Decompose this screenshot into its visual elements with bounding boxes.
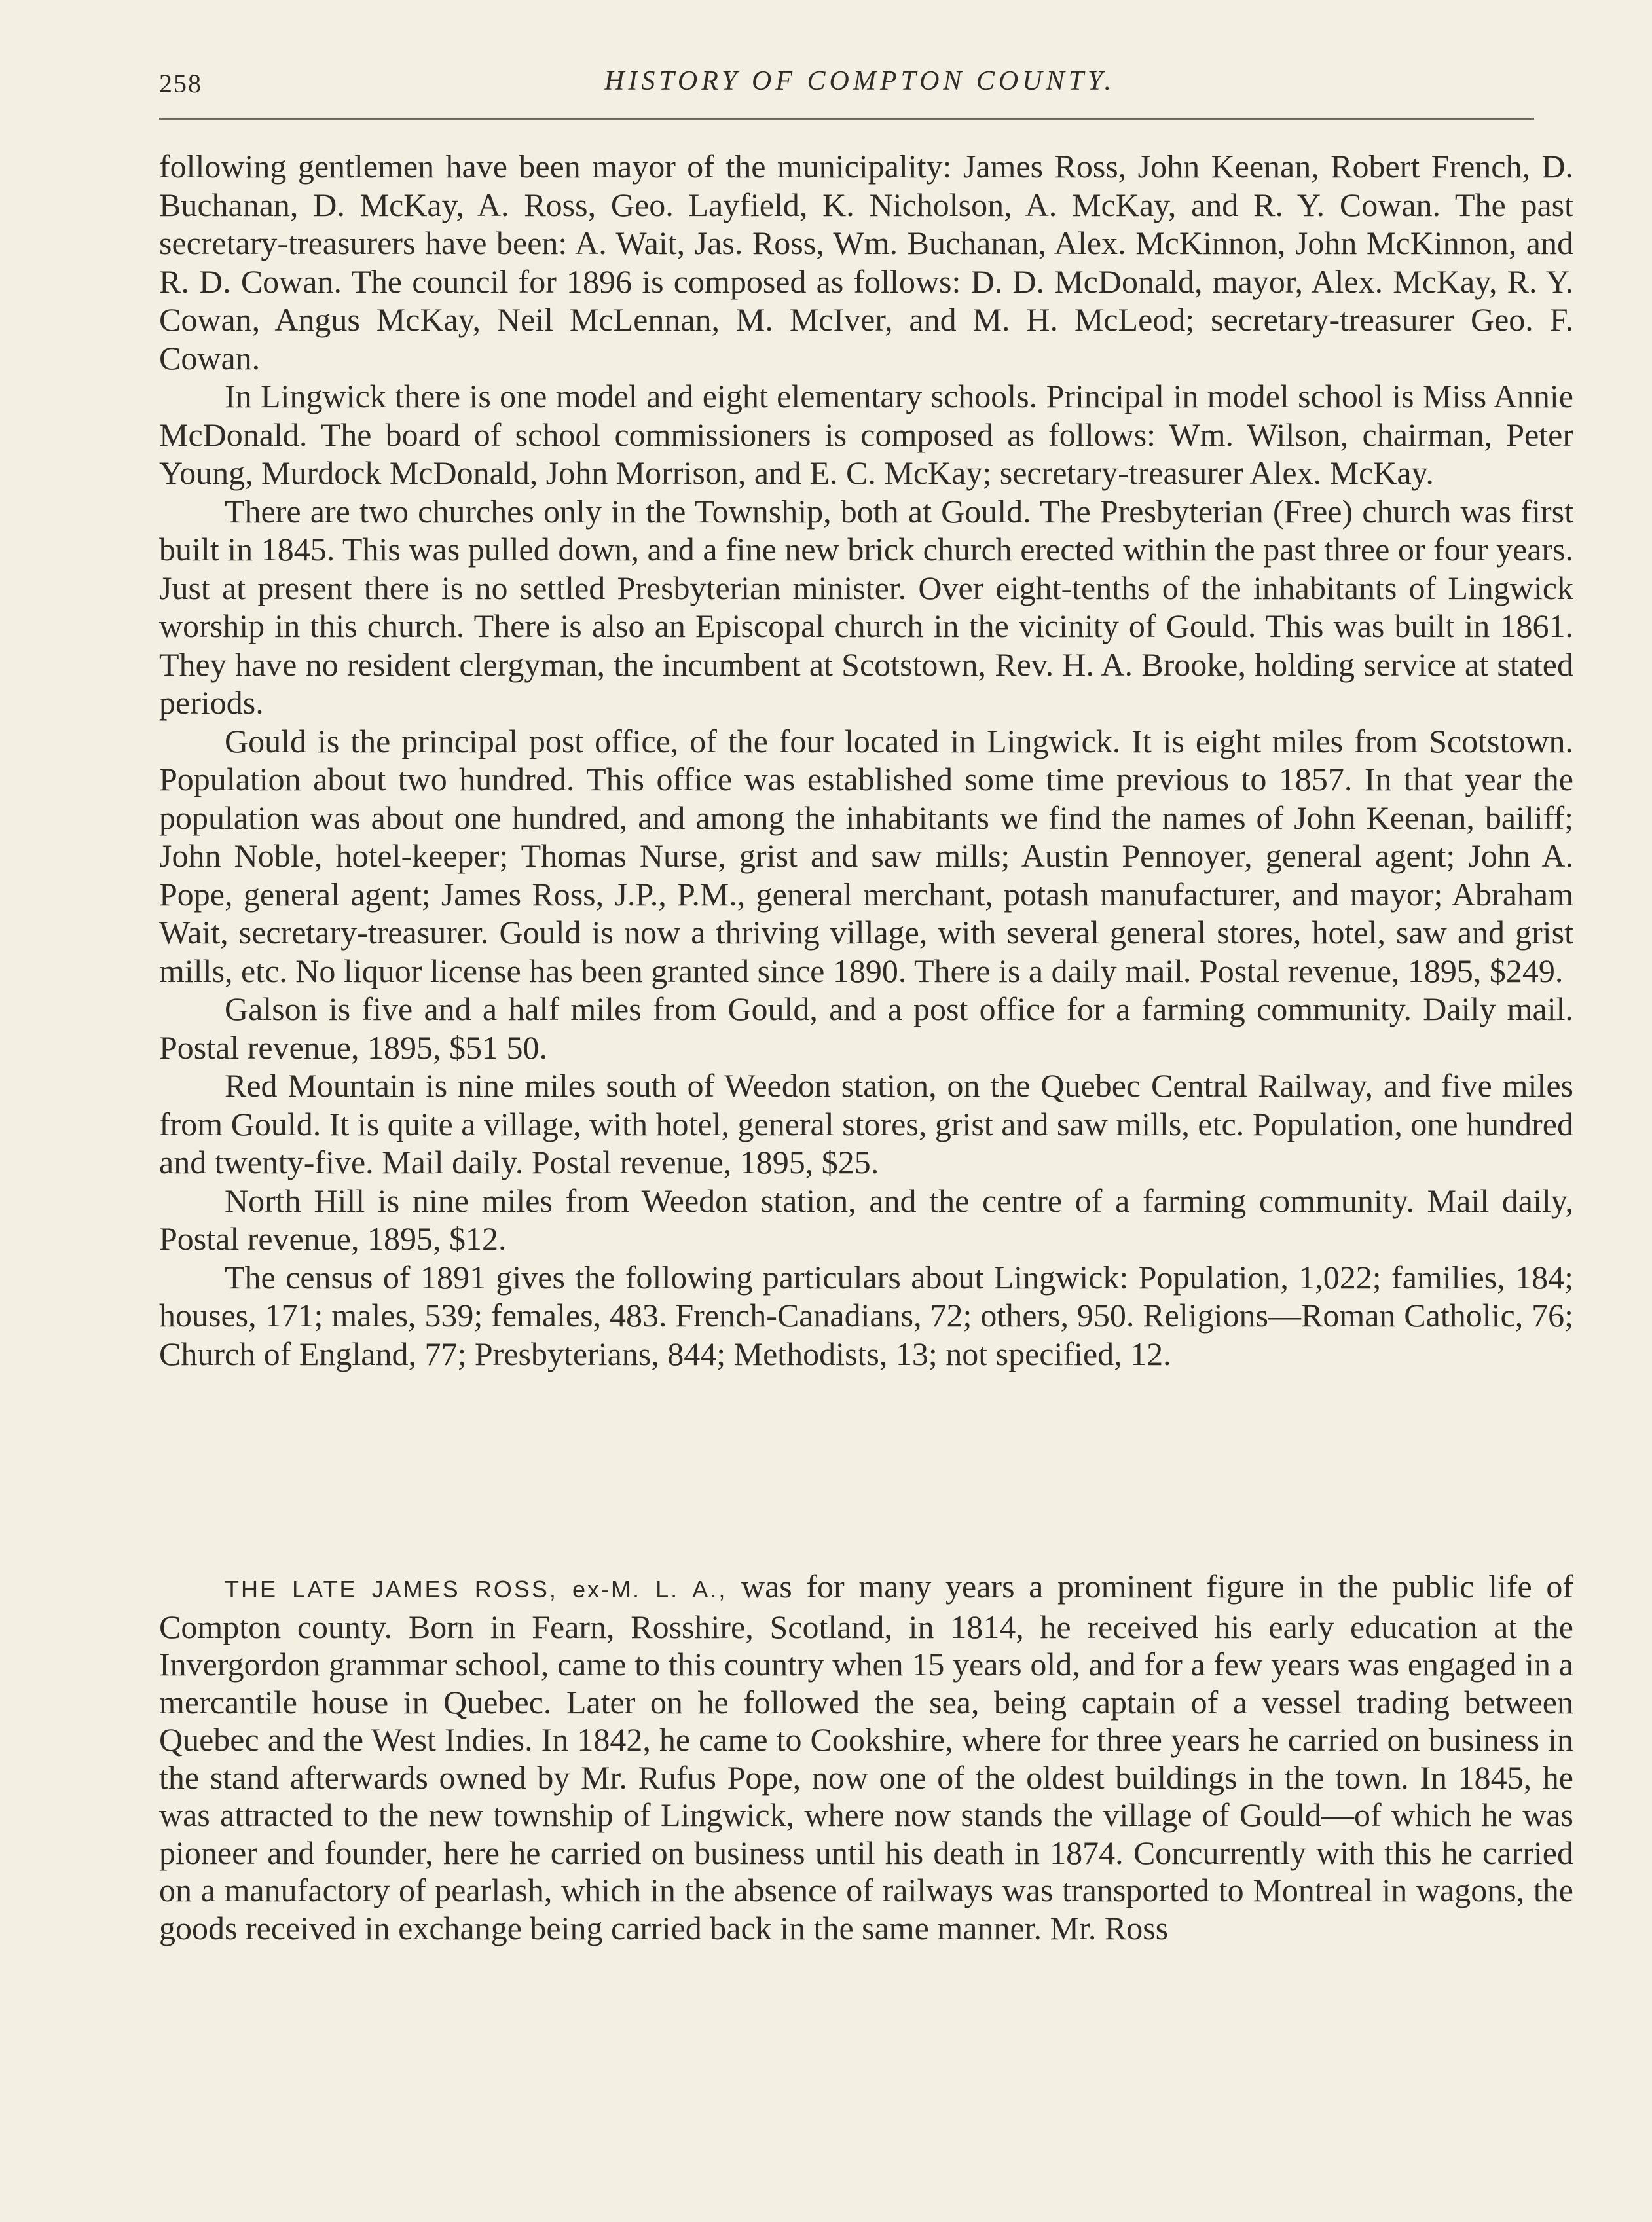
- paragraph-galson: Galson is five and a half miles from Gould, and a post office for a farming community. Daily mail. Postal revenue, 1895, $51 50.: [159, 991, 1573, 1066]
- paragraph-gould: Gould is the principal post office, of the four located in Lingwick. It is eight miles from Scotstown. Population about two hundred. This office was established some time previous to 1857. In that year the population was about one hundred, and among the inhabitants we find the names of John Keenan, bailiff; John Noble, hotel-keeper; Thomas Nurse, grist and saw mills; Austin Pennoyer, general agent; John A. Pope, general agent; James Ross, J.P., P.M., general merchant, potash manufacturer, and mayor; Abraham Wait, secretary-treasurer. Gould is now a thriving village, with several general stores, hotel, saw and grist mills, etc. No liquor license has been granted since 1890. There is a daily mail. Postal revenue, 1895, $249.: [159, 722, 1573, 989]
- biography-text: was for many years a prominent figure in the public life of Compton county. Born in Fearn, Rosshire, Scotland, in 1814, he received his early education at the Invergordon grammar school, came to this country when 15 years old, and for a few years was engaged in a mercantile house in Quebec. Later on he followed the sea, being captain of a vessel trading between Quebec and the West Indies. In 1842, he came to Cookshire, where for three years he carried on business in the stand afterwards owned by Mr. Rufus Pope, now one of the oldest buildings in the town. In 1845, he was attracted to the new township of Lingwick, where now stands the village of Gould—of which he was pioneer and founder, here he carried on business until his death in 1874. Concurrently with this he carried on a manufactory of pearlash, which in the absence of railways was transported to Montreal in wagons, the goods received in exchange being carried back in the same manner. Mr. Ross: [159, 1568, 1573, 1946]
- paragraph-census: The census of 1891 gives the following particulars about Lingwick: Population, 1,022; families, 184; houses, 171; males, 539; females, 483. French-Canadians, 72; others, 950. Religions—Roman Catholic, 76; Church of England, 77; Presbyterians, 844; Methodists, 13; not specified, 12.: [159, 1258, 1573, 1372]
- biography-section: [159, 1568, 1573, 1947]
- main-text: [159, 147, 1573, 1373]
- page-header: [159, 65, 1534, 120]
- biography-lead: THE LATE JAMES ROSS, ex-M. L. A.,: [225, 1576, 727, 1603]
- paragraph-schools: In Lingwick there is one model and eight elementary schools. Principal in model school is Miss Annie McDonald. The board of school commissioners is composed as follows: Wm. Wilson, chairman, Peter Young, Murdock McDonald, John Morrison, and E. C. McKay; secretary-treasurer Alex. McKay.: [159, 378, 1573, 491]
- paragraph-red-mountain: Red Mountain is nine miles south of Weedon station, on the Quebec Central Railway, and five miles from Gould. It is quite a village, with hotel, general stores, grist and saw mills, etc. Population, one hundred and twenty-five. Mail daily. Postal revenue, 1895, $25.: [159, 1067, 1573, 1180]
- paragraph-churches: There are two churches only in the Township, both at Gould. The Presbyterian (Free) church was first built in 1845. This was pulled down, and a fine new brick church erected within the past three or four years. Just at present there is no settled Presbyterian minister. Over eight-tenths of the inhabitants of Lingwick worship in this church. There is also an Episcopal church in the vicinity of Gould. This was built in 1861. They have no resident clergyman, the incumbent at Scotstown, Rev. H. A. Brooke, holding service at stated periods.: [159, 492, 1573, 721]
- running-title: HISTORY OF COMPTON COUNTY.: [604, 66, 1115, 96]
- page-number: 258: [159, 69, 202, 98]
- paragraph-north-hill: North Hill is nine miles from Weedon station, and the centre of a farming community. Mail daily, Postal revenue, 1895, $12.: [159, 1182, 1573, 1257]
- paragraph-mayors: following gentlemen have been mayor of the municipality: James Ross, John Keenan, Robert French, D. Buchanan, D. McKay, A. Ross, Geo. Layfield, K. Nicholson, A. McKay, and R. Y. Cowan. The past secretary-treasurers have been: A. Wait, Jas. Ross, Wm. Buchanan, Alex. McKinnon, John McKinnon, and R. D. Cowan. The council for 1896 is composed as follows: D. D. McDonald, mayor, Alex. McKay, R. Y. Cowan, Angus McKay, Neil McLennan, M. McIver, and M. H. McLeod; secretary-treasurer Geo. F. Cowan.: [159, 148, 1573, 376]
- biography-paragraph: [159, 1568, 1573, 1947]
